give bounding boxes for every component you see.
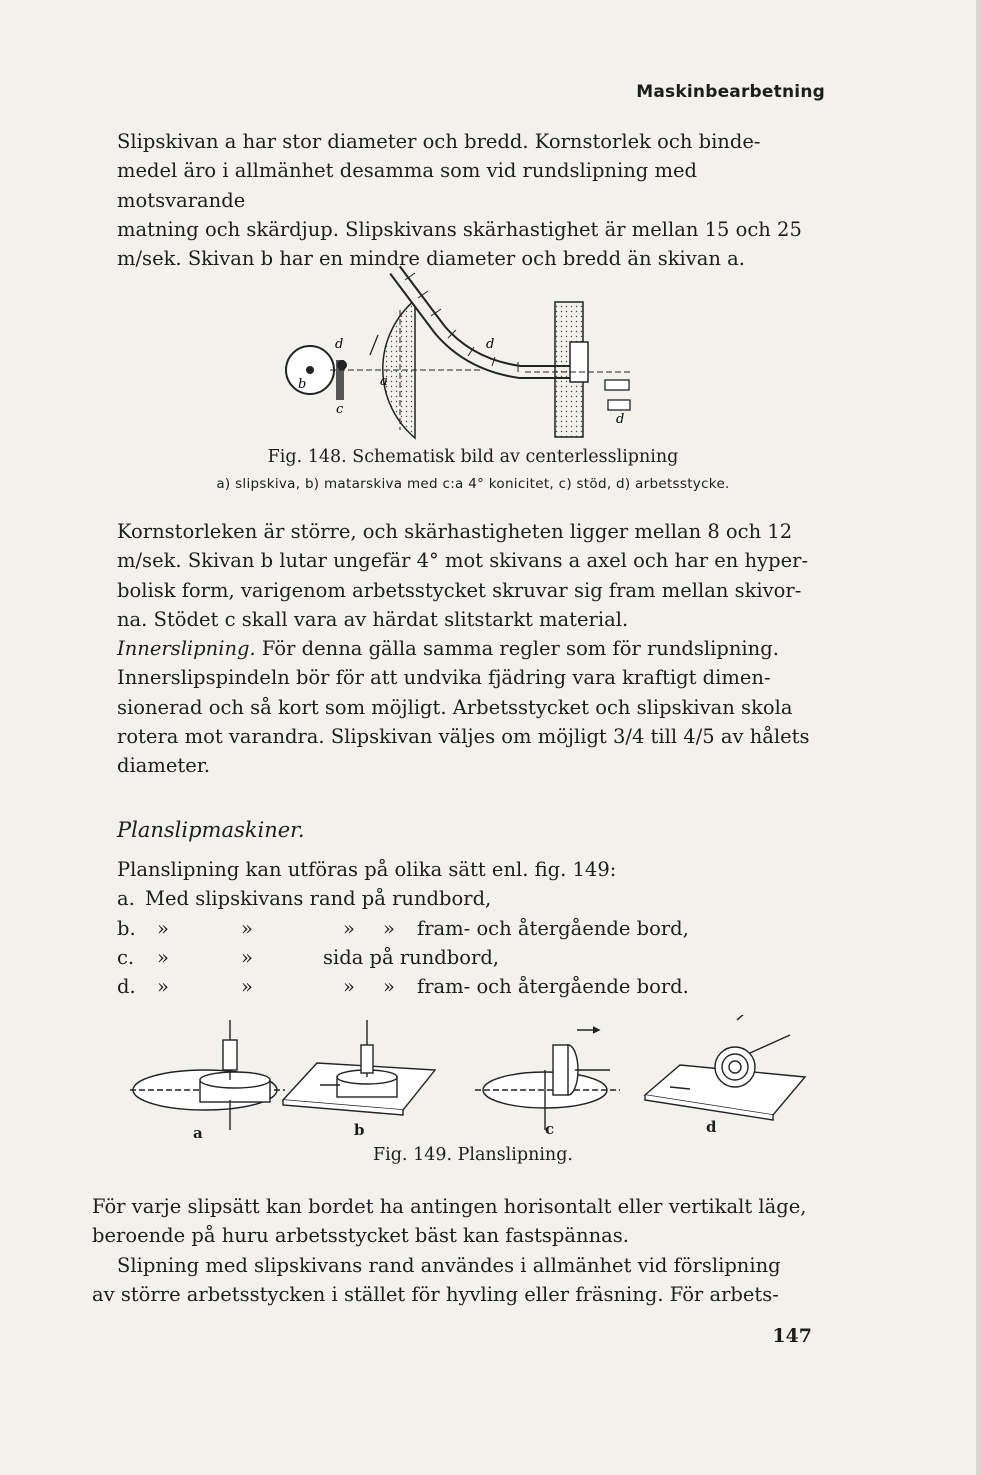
text-line: matning och skärdjup. Slipskivans skärhastighet är mellan 15 och 25 xyxy=(117,217,802,241)
ditto-mark: » xyxy=(241,975,253,999)
text-line: Slipning med slipskivans rand användes i allmänhet vid förslipning xyxy=(117,1253,781,1277)
list-text: fram- och återgående bord. xyxy=(417,975,689,999)
fig149-letter-b: b xyxy=(354,1121,365,1139)
fig149-letter-c: c xyxy=(545,1120,555,1138)
grinding-wheel-a xyxy=(383,300,415,438)
figure-149-diagram xyxy=(125,1015,825,1140)
page-edge xyxy=(976,0,982,1475)
figure-148-diagram xyxy=(270,260,670,445)
text-line: m/sek. Skivan b lutar ungefär 4° mot skivans a axel och har en hyper- xyxy=(117,549,809,573)
list-key: b. xyxy=(117,916,136,940)
text-line: m/sek. Skivan b har en mindre diameter och bredd än skivan a. xyxy=(117,247,746,271)
ditto-mark: » xyxy=(157,916,169,940)
figure-148-caption: Fig. 148. Schematisk bild av centerlesslipning xyxy=(267,447,679,467)
text-line: av större arbetsstycken i stället för hyvling eller fräsning. För arbets- xyxy=(92,1282,779,1306)
text-line xyxy=(117,634,829,663)
innerslipning-heading: Innerslipning. xyxy=(117,637,256,661)
fig149-b xyxy=(283,1020,435,1115)
fig149-d xyxy=(645,1015,805,1120)
text-line: sionerad och så kort som möjligt. Arbetsstycket och slipskivan skola xyxy=(117,695,793,719)
workpiece-side xyxy=(605,380,629,390)
text-line: rotera mot varandra. Slipskivan väljes om möjligt 3/4 till 4/5 av hålets xyxy=(117,725,810,749)
fig149-c xyxy=(475,1027,620,1130)
text-line: beroende på huru arbetsstycket bäst kan fastspännas. xyxy=(92,1224,629,1248)
ditto-mark: » xyxy=(343,916,355,940)
label-b: b xyxy=(298,377,307,392)
label-d: d xyxy=(335,337,344,352)
ditto-mark: » xyxy=(383,916,395,940)
text-line: För varje slipsätt kan bordet ha antingen horisontalt eller vertikalt läge, xyxy=(92,1195,807,1218)
wheel-hub xyxy=(306,366,314,374)
fig149-letter-d: d xyxy=(706,1118,717,1136)
list-key: d. xyxy=(117,975,136,999)
ditto-mark: » xyxy=(343,975,355,999)
feed-chute-inner xyxy=(395,270,570,372)
list-text: sida på rundbord, xyxy=(323,945,500,969)
text-line: bolisk form, varigenom arbetsstycket skruvar sig fram mellan skivor- xyxy=(117,578,802,602)
label-c: c xyxy=(336,402,344,417)
section-heading: Planslipmaskiner. xyxy=(117,818,305,842)
fig149-a xyxy=(130,1020,285,1130)
text-run: För denna gälla samma regler som för rundslipning. xyxy=(255,637,779,661)
text-line: Innerslipspindeln bör för att undvika fjädring vara kraftigt dimen- xyxy=(117,666,771,690)
list-key: c. xyxy=(117,945,135,969)
ditto-mark: » xyxy=(241,916,253,940)
page-number: 147 xyxy=(772,1325,812,1347)
text-line: Kornstorleken är större, och skärhastigheten ligger mellan 8 och 12 xyxy=(117,520,793,543)
ditto-mark: » xyxy=(157,975,169,999)
paragraph-2 xyxy=(117,517,829,781)
label-d: d xyxy=(616,412,625,427)
list-text: Med slipskivans rand på rundbord, xyxy=(145,887,492,911)
label-d: d xyxy=(486,337,495,352)
label-a: a xyxy=(380,374,388,389)
text-line: Planslipning kan utföras på olika sätt enl. fig. 149: xyxy=(117,858,617,881)
text-line: Slipskivan a har stor diameter och bredd. Kornstorlek och binde- xyxy=(117,130,761,153)
figure-149-caption: Fig. 149. Planslipning. xyxy=(373,1145,573,1165)
ditto-mark: » xyxy=(241,945,253,969)
text-line: na. Stödet c skall vara av härdat slitstarkt material. xyxy=(117,607,629,631)
ditto-mark: » xyxy=(157,945,169,969)
figure-148-legend: a) slipskiva, b) matarskiva med c:a 4° konicitet, c) stöd, d) arbetsstycke. xyxy=(216,476,730,492)
list-key: a. xyxy=(117,887,135,911)
rotation-arrow-icon xyxy=(370,335,378,355)
workpiece-side xyxy=(608,400,630,410)
paragraph-4 xyxy=(92,1192,832,1309)
workpiece-d xyxy=(337,360,347,370)
paragraph-1 xyxy=(117,127,829,273)
text-line: medel äro i allmänhet desamma som vid rundslipning med motsvarande xyxy=(117,159,697,212)
running-head: Maskinbearbetning xyxy=(636,82,825,102)
fig149-letter-a: a xyxy=(193,1124,203,1142)
ditto-mark: » xyxy=(383,975,395,999)
text-line: diameter. xyxy=(117,754,211,778)
list-text: fram- och återgående bord, xyxy=(417,916,689,940)
side-view-wheel-b xyxy=(570,342,588,382)
